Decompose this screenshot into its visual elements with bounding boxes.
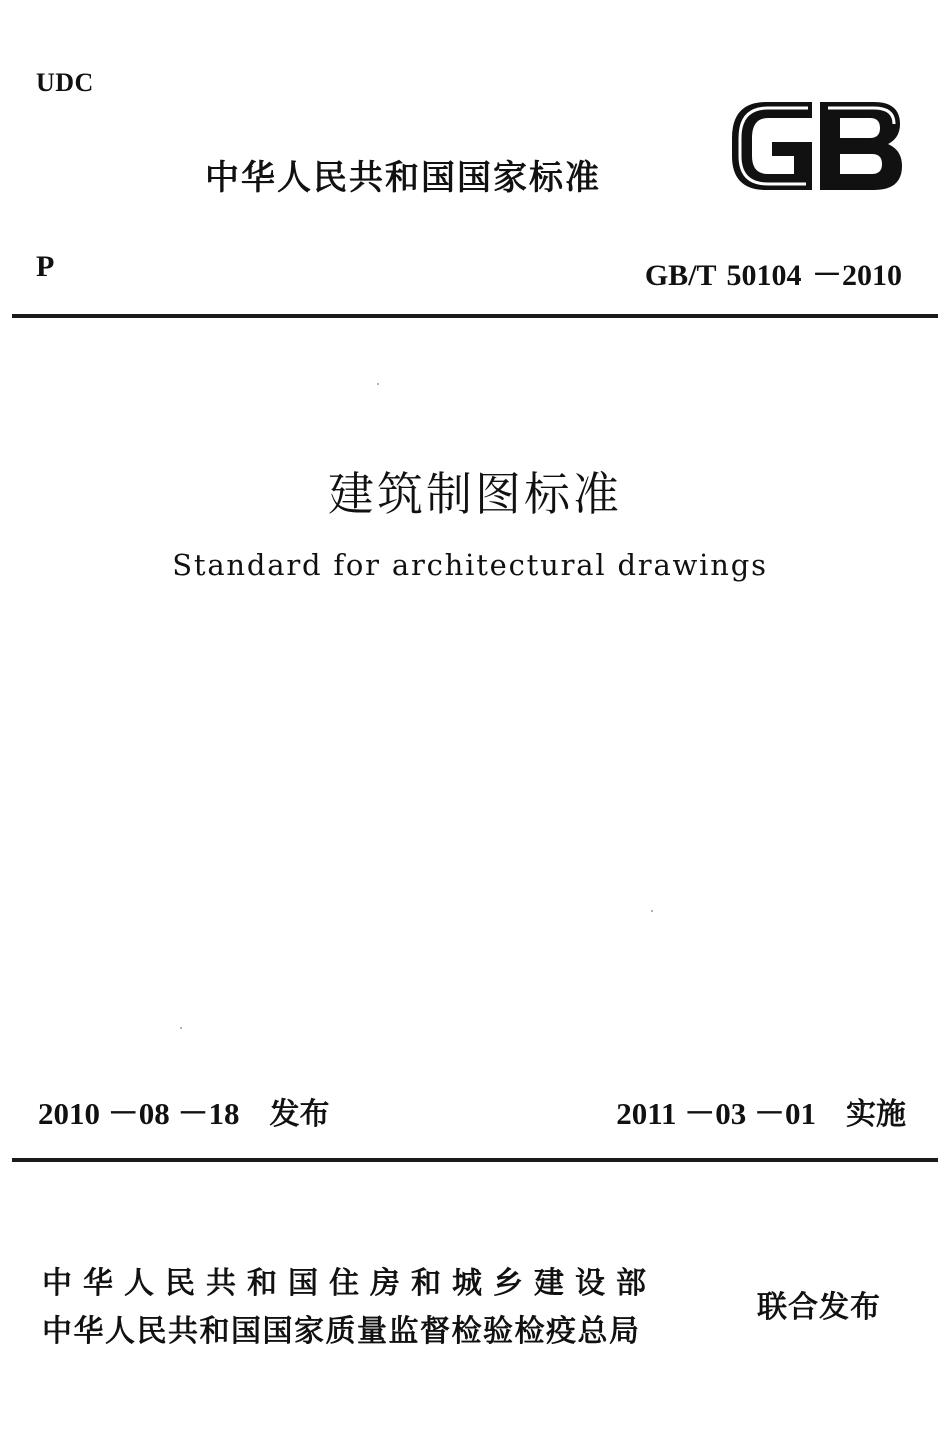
classification-code: P	[36, 250, 55, 283]
implement-label: 实施	[846, 1097, 906, 1132]
scan-speck	[180, 1027, 182, 1029]
scan-speck	[651, 910, 653, 912]
udc-label: UDC	[36, 68, 94, 97]
gb-logo-letter-g	[732, 102, 812, 190]
joint-publish-label: 联合发布	[757, 1290, 881, 1325]
gb-logo-letter-b	[820, 102, 902, 190]
standard-number: GB/T 50104 －2010	[644, 259, 902, 292]
national-standard-heading: 中华人民共和国国家标准	[205, 158, 601, 198]
title-english: Standard for architectural drawings	[172, 548, 768, 582]
publisher-ministry-housing: 中华人民共和国住房和城乡建设部	[42, 1266, 657, 1301]
gb-logo	[728, 98, 906, 194]
issue-date: 2010 －08 －18	[38, 1096, 240, 1131]
bottom-divider	[12, 1158, 938, 1162]
implement-date: 2011 －03 －01	[616, 1096, 816, 1131]
scan-speck	[377, 383, 379, 385]
publisher-aqsiq: 中华人民共和国国家质量监督检验检疫总局	[42, 1314, 641, 1349]
issue-date-row	[38, 1088, 330, 1133]
publishers-block	[42, 1260, 657, 1356]
title-chinese: 建筑制图标准	[328, 467, 622, 521]
issue-label: 发布	[269, 1097, 330, 1132]
top-divider	[12, 314, 938, 318]
implement-date-row	[616, 1088, 906, 1133]
